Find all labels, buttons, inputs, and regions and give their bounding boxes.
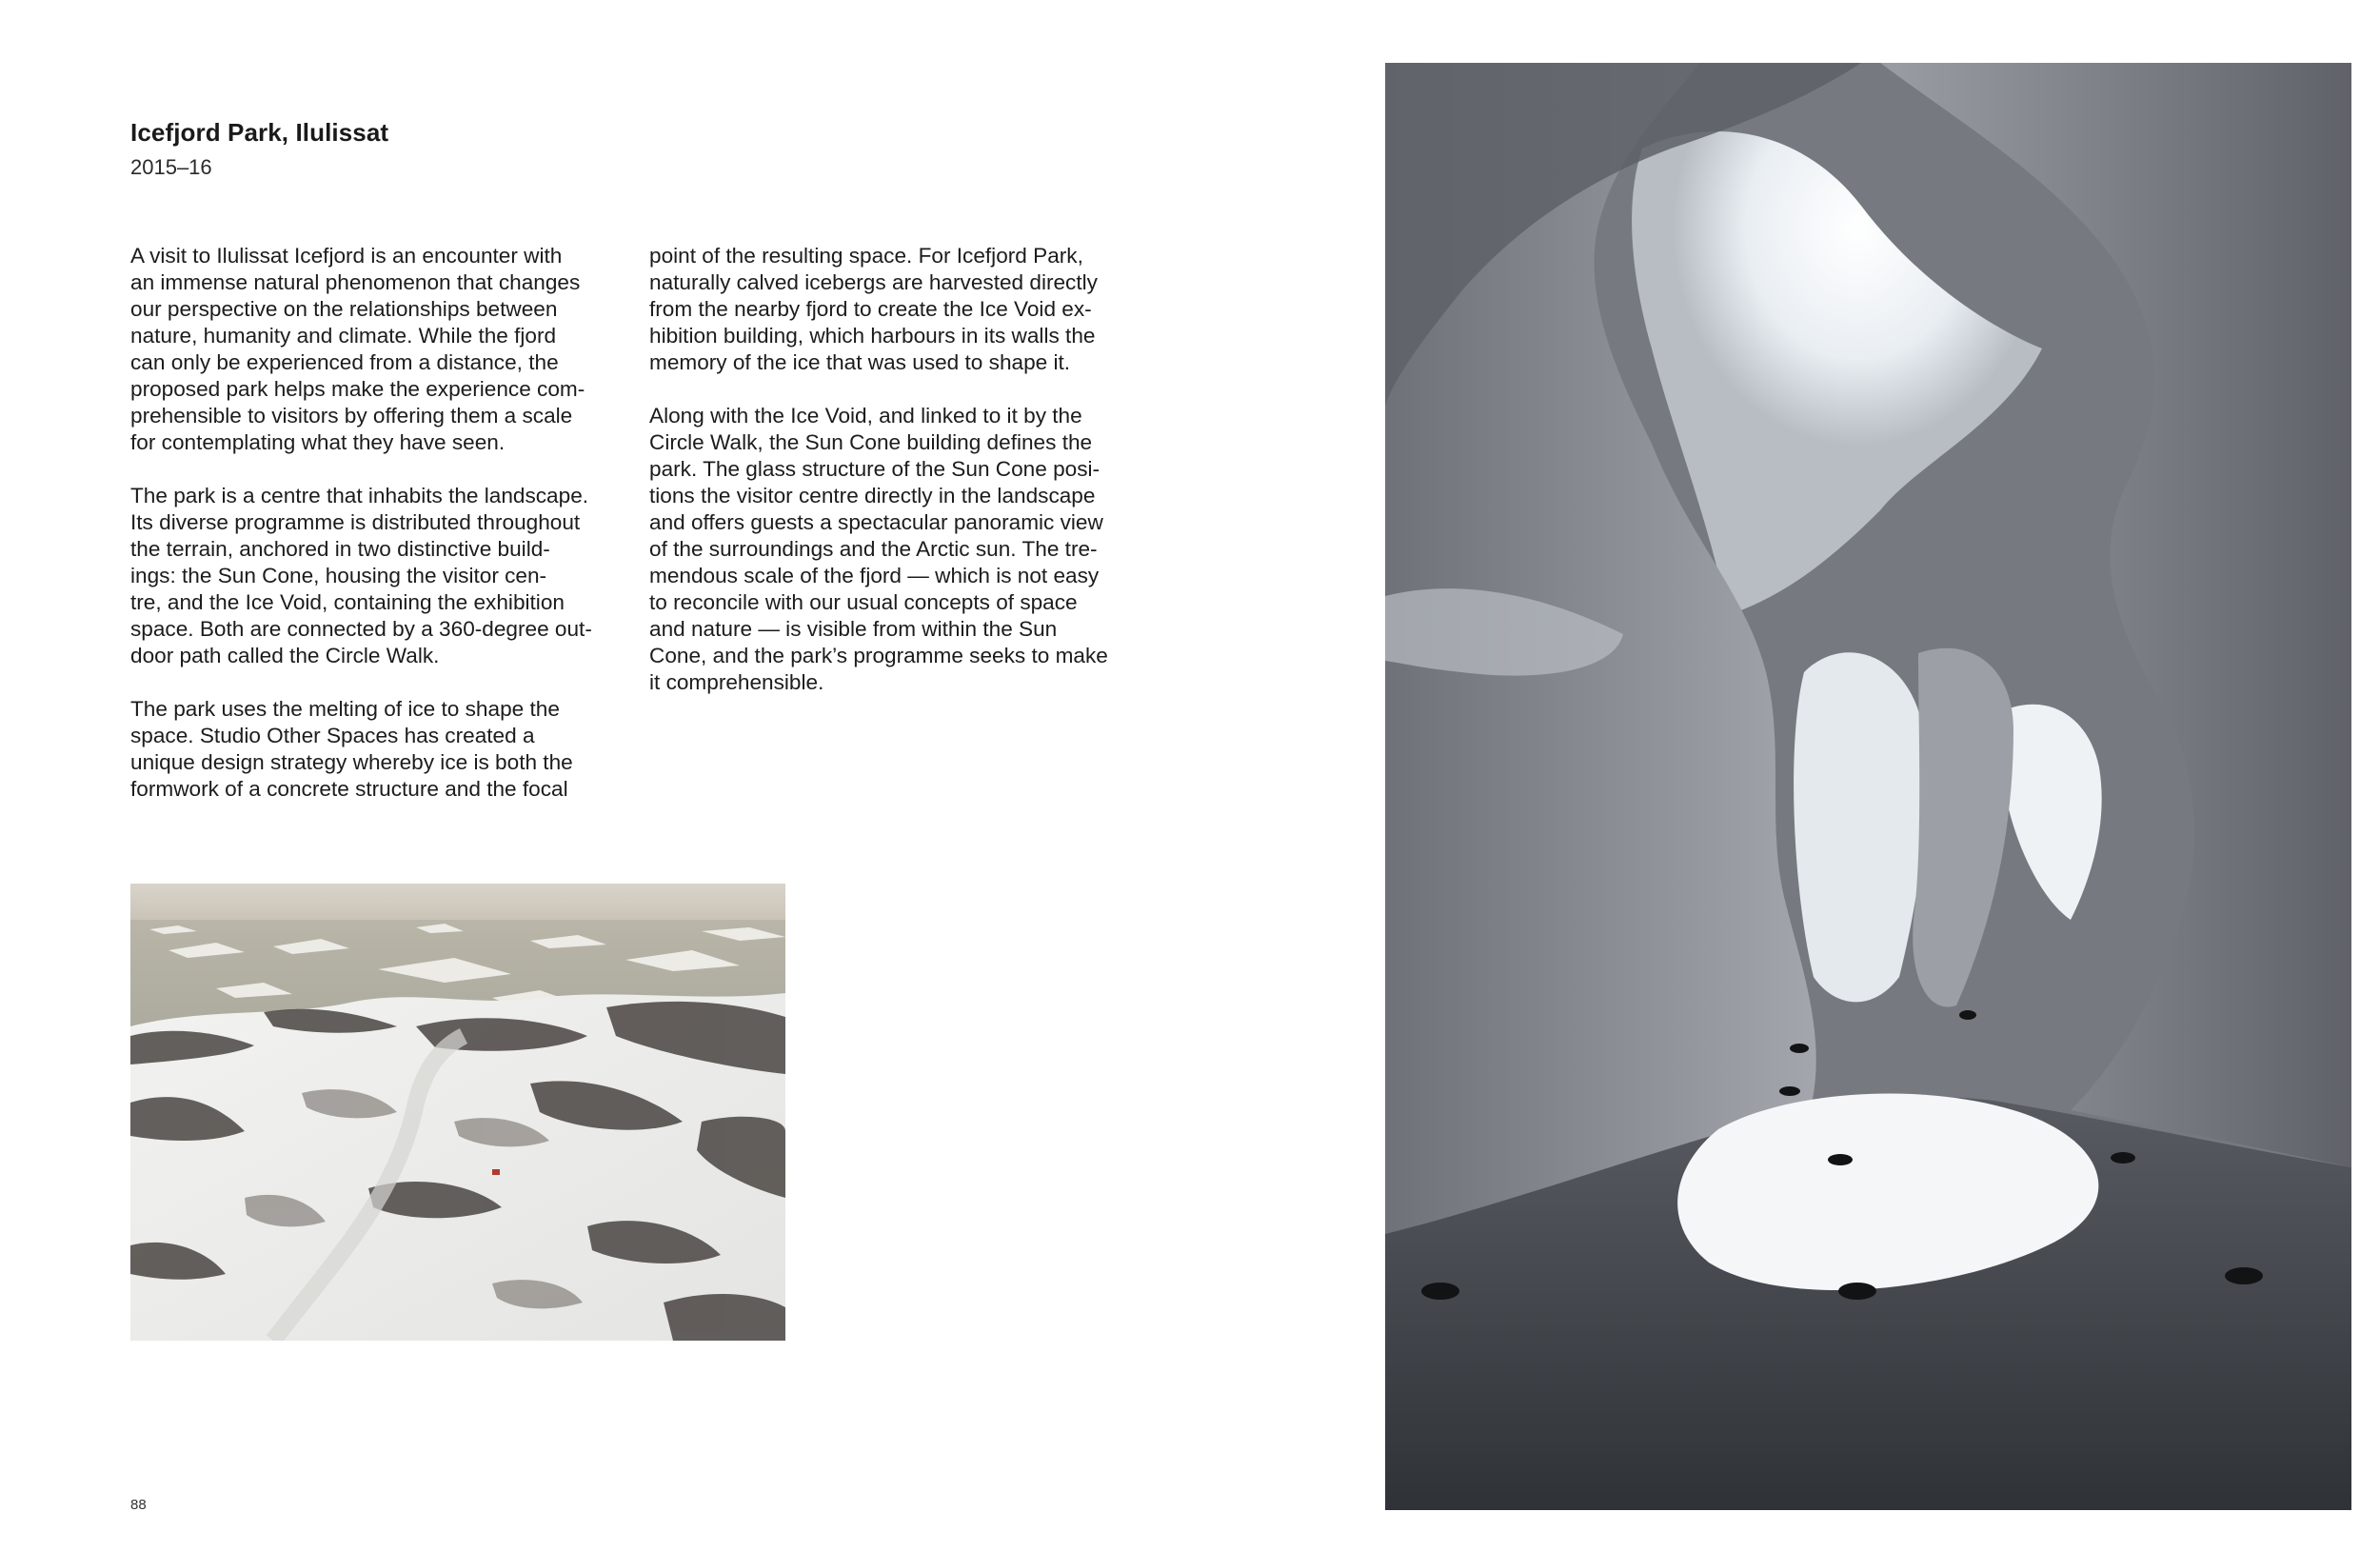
paragraph: A visit to Ilulissat Icefjord is an encounter with an immense natural phenomenon that changes our perspective on the relationships between nature, humanity and climate. While the fjord can only be experienced from a distance, the proposed park helps make the experience com- prehensible to visitors by offering them a scale for contemplating what they have seen. [130, 244, 585, 454]
page-title: Icefjord Park, Ilulissat [130, 118, 389, 147]
paragraph: The park uses the melting of ice to shape the space. Studio Other Spaces has created a unique design strategy whereby ice is both the formwork of a concrete structure and the focal [130, 697, 573, 801]
aerial-landscape-photo [130, 884, 785, 1341]
text-column-left [130, 243, 635, 829]
paragraph: Along with the Ice Void, and linked to it by the Circle Walk, the Sun Cone building defines the park. The glass structure of the Sun Cone posi- tions the visitor centre directly in the landscape and offers guests a spectacular panoramic view of the surroundings and the Arctic sun. The tre- mendous scale of the fjord — which is not easy to reconcile with our usual concepts of space and nature — is visible from within the Sun Cone, and the park’s programme seeks to make it comprehensible. [649, 404, 1108, 694]
page-number: 88 [130, 1497, 147, 1513]
project-years: 2015–16 [130, 155, 212, 179]
text-column-right [649, 243, 1154, 723]
paragraph: The park is a centre that inhabits the landscape. Its diverse programme is distributed throughout the terrain, anchored in two distinctive build- ings: the Sun Cone, housing the visitor cen- tre, and the Ice Void, containing the exhibition space. Both are connected by a 360-degree out- door path called the Circle Walk. [130, 484, 592, 667]
ice-void-interior-photo [1385, 63, 2351, 1510]
paragraph: point of the resulting space. For Icefjord Park, naturally calved icebergs are harvested directly from the nearby fjord to create the Ice Void ex- hibition building, which harbours in its walls the memory of the ice that was used to shape it. [649, 244, 1098, 374]
